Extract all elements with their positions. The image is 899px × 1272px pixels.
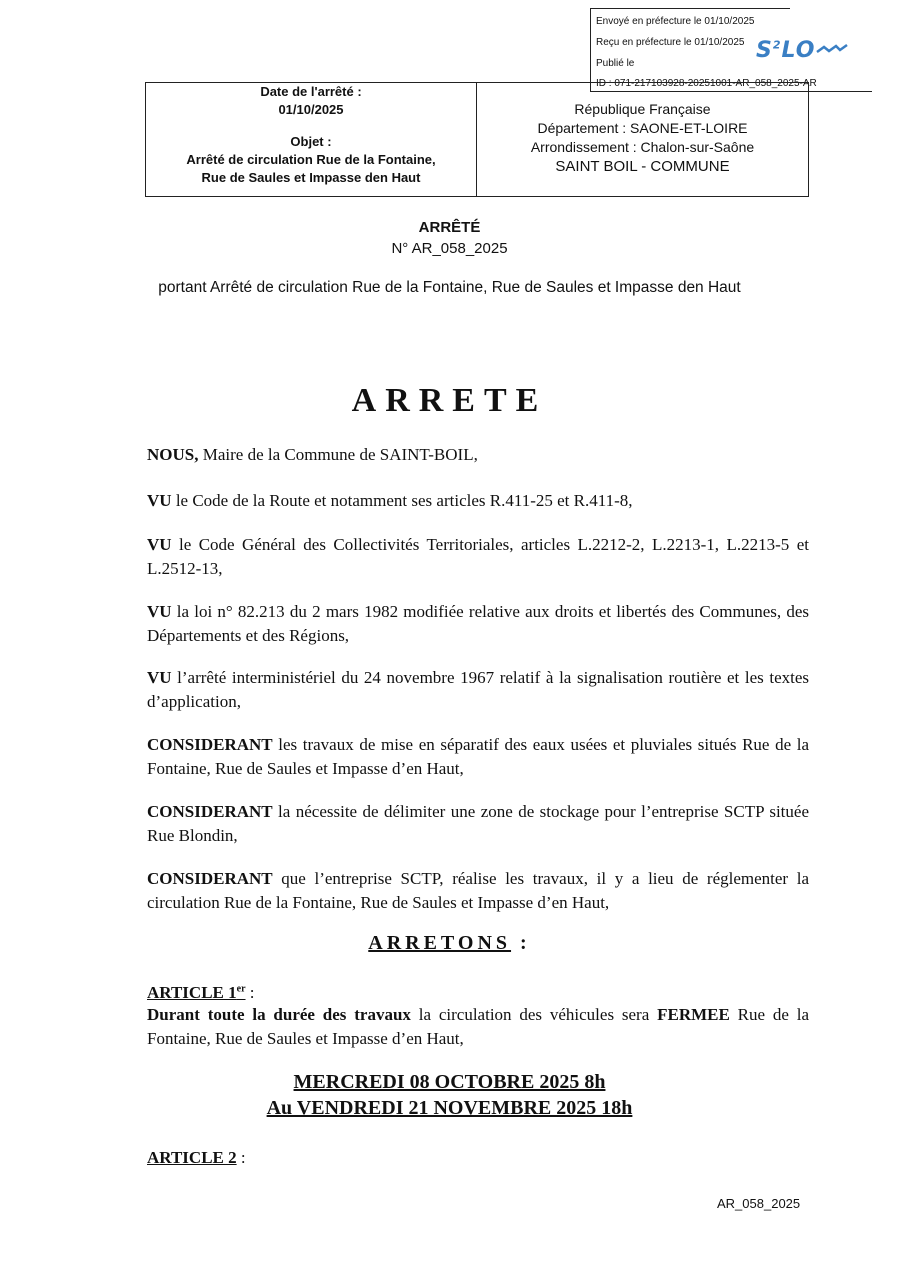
header-table xyxy=(145,82,809,197)
date-value: 01/10/2025 xyxy=(278,102,344,117)
objet-line2: Rue de Saules et Impasse den Haut xyxy=(201,170,421,185)
objet-line1: Arrêté de circulation Rue de la Fontaine, xyxy=(186,152,436,167)
article-1-label xyxy=(147,983,255,1003)
article-1-text: ARTICLE 1 xyxy=(147,983,237,1002)
para-considerant-1-bold: CONSIDERANT xyxy=(147,735,273,754)
header-right-cell xyxy=(477,83,808,196)
objet-label: Objet : xyxy=(290,134,332,149)
article-1-bold-2: FERMEE xyxy=(657,1005,730,1024)
s2low-logo-rest: LO xyxy=(781,38,816,63)
arrete-portant: portant Arrêté de circulation Rue de la Fontaine, Rue de Saules et Impasse den Haut xyxy=(158,279,741,296)
date-range-start-text: MERCREDI 08 OCTOBRE 2025 8h xyxy=(293,1071,606,1093)
arretons-heading xyxy=(0,932,899,955)
date-range-end-text: Au VENDREDI 21 NOVEMBRE 2025 18h xyxy=(266,1097,633,1119)
article-2-label xyxy=(147,1148,246,1168)
arrete-number: N° AR_058_2025 xyxy=(391,240,508,257)
article-1-body xyxy=(147,1003,809,1051)
article-1-text-1: la circulation des véhicules sera xyxy=(410,1005,658,1024)
para-nous-bold: NOUS, xyxy=(147,445,199,464)
s2low-logo-s: S xyxy=(756,38,773,63)
republique-francaise: République Française xyxy=(574,101,711,117)
para-considerant-1 xyxy=(147,733,809,781)
stamp-envoye: Envoyé en préfecture le 01/10/2025 xyxy=(596,16,755,27)
date-range-end xyxy=(0,1097,899,1120)
para-vu-3-bold: VU xyxy=(147,602,172,621)
para-vu-1-bold: VU xyxy=(147,491,172,510)
article-2-text: ARTICLE 2 xyxy=(147,1148,237,1167)
arretons-text: ARRETONS xyxy=(368,932,512,954)
article-1-colon: : xyxy=(245,983,255,1002)
para-vu-4 xyxy=(147,666,809,714)
para-considerant-2 xyxy=(147,800,809,848)
stamp-border-left xyxy=(590,8,591,92)
para-vu-1-text: le Code de la Route et notamment ses articles R.411-25 et R.411-8, xyxy=(171,491,633,510)
para-considerant-3-text: que l’entreprise SCTP, réalise les travaux, il y a lieu de réglementer la circulation Rue de la Fontaine, Rue de Saules et Impasse d’en Haut, xyxy=(147,869,809,912)
s2low-logo-sup: 2 xyxy=(772,38,782,52)
para-vu-4-text: l’arrêté interministériel du 24 novembre 1967 relatif à la signalisation routière et les textes d’application, xyxy=(147,668,809,711)
prefecture-stamp xyxy=(590,8,870,92)
para-considerant-1-text: les travaux de mise en séparatif des eaux usées et pluviales situés Rue de la Fontaine, Rue de Saules et Impasse d’en Haut, xyxy=(147,735,809,778)
arrondissement: Arrondissement : Chalon-sur-Saône xyxy=(530,139,755,155)
arretons-colon: : xyxy=(511,932,531,954)
article-1-bold-1: Durant toute la durée des travaux xyxy=(147,1005,411,1024)
stamp-publie: Publié le xyxy=(596,58,635,69)
para-considerant-2-bold: CONSIDERANT xyxy=(147,802,273,821)
para-nous xyxy=(147,443,809,467)
s2low-logo xyxy=(756,38,848,63)
article-1-sup: er xyxy=(236,983,246,995)
para-vu-4-bold: VU xyxy=(147,668,172,687)
header-left-cell xyxy=(146,83,477,196)
arrete-heading-small: ARRÊTÉ xyxy=(418,219,481,236)
footer-reference: AR_058_2025 xyxy=(717,1196,801,1211)
para-vu-1 xyxy=(147,489,809,513)
para-vu-3 xyxy=(147,600,809,648)
departement: Département : SAONE-ET-LOIRE xyxy=(537,120,748,136)
para-vu-2-text: le Code Général des Collectivités Territoriales, articles L.2212-2, L.2213-1, L.2213-5 et L.2512-13, xyxy=(147,535,809,578)
article-2-colon: : xyxy=(236,1148,246,1167)
stamp-id: ID : 071-217103928-20251001-AR_058_2025-AR xyxy=(596,78,817,89)
swoosh-icon xyxy=(816,43,848,57)
para-vu-2-bold: VU xyxy=(147,535,172,554)
commune: SAINT BOIL - COMMUNE xyxy=(555,158,730,175)
para-considerant-2-text: la nécessite de délimiter une zone de stockage pour l’entreprise SCTP située Rue Blondin, xyxy=(147,802,809,845)
stamp-recu: Reçu en préfecture le 01/10/2025 xyxy=(596,37,745,48)
para-vu-2 xyxy=(147,533,809,581)
para-considerant-3 xyxy=(147,867,809,915)
stamp-border-top xyxy=(590,8,790,9)
article-1-text-2: Rue de la Fontaine, Rue de Saules et Impasse d’en Haut, xyxy=(147,1005,810,1048)
para-considerant-3-bold: CONSIDERANT xyxy=(147,869,273,888)
date-label: Date de l'arrêté : xyxy=(260,84,362,99)
date-range-start xyxy=(0,1071,899,1094)
para-nous-text: Maire de la Commune de SAINT-BOIL, xyxy=(198,445,478,464)
para-vu-3-text: la loi n° 82.213 du 2 mars 1982 modifiée relative aux droits et libertés des Communes, des Départements et des Régions, xyxy=(147,602,809,645)
arrete-heading-big: ARRETE xyxy=(351,382,548,419)
